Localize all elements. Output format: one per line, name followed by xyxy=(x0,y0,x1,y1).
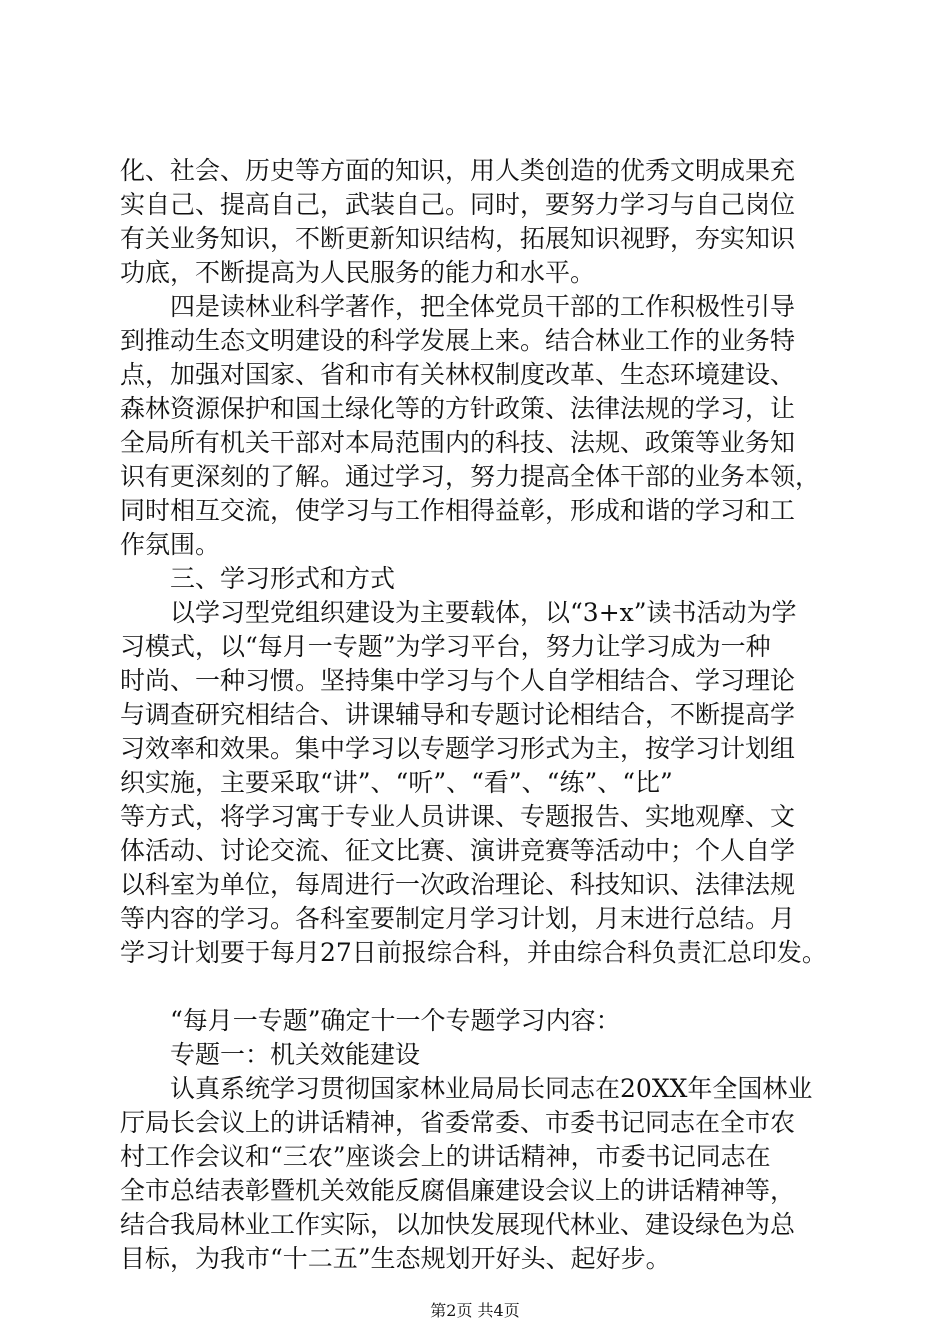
paragraph-line: 厅局长会议上的讲话精神，省委常委、市委书记同志在全市农 xyxy=(120,1108,796,1137)
paragraph-line: 森林资源保护和国土绿化等的方针政策、法律法规的学习，让 xyxy=(120,394,796,423)
section-heading: 三、学习形式和方式 xyxy=(170,564,396,593)
paragraph-line: 目标，为我市“十二五”生态规划开好头、起好步。 xyxy=(120,1244,671,1273)
paragraph-line: 实自己、提高自己，武装自己。同时，要努力学习与自己岗位 xyxy=(120,190,796,219)
paragraph-line: 体活动、讨论交流、征文比赛、演讲竞赛等活动中；个人自学 xyxy=(120,836,796,865)
paragraph-line: 结合我局林业工作实际，以加快发展现代林业、建设绿色为总 xyxy=(120,1210,796,1239)
paragraph-line: 习模式，以“每月一专题”为学习平台，努力让学习成为一种 xyxy=(120,632,771,661)
paragraph-line: 与调查研究相结合、讲课辅导和专题讨论相结合，不断提高学 xyxy=(120,700,796,729)
paragraph-line: 有关业务知识，不断更新知识结构，拓展知识视野，夯实知识 xyxy=(120,224,796,253)
paragraph-line: 点，加强对国家、省和市有关林权制度改革、生态环境建设、 xyxy=(120,360,796,389)
topic-intro: “每月一专题”确定十一个专题学习内容： xyxy=(170,1006,621,1035)
paragraph-line: 四是读林业科学著作，把全体党员干部的工作积极性引导 xyxy=(170,292,796,321)
paragraph-line: 认真系统学习贯彻国家林业局局长同志在20XX年全国林业 xyxy=(170,1074,813,1103)
paragraph-line: 同时相互交流，使学习与工作相得益彰，形成和谐的学习和工 xyxy=(120,496,796,525)
paragraph-line: 织实施，主要采取“讲”、“听”、“看”、“练”、“比” xyxy=(120,768,673,797)
paragraph-line: 学习计划要于每月27日前报综合科，并由综合科负责汇总印发。 xyxy=(120,938,827,967)
paragraph-line: 功底，不断提高为人民服务的能力和水平。 xyxy=(120,258,596,287)
paragraph-line: 化、社会、历史等方面的知识，用人类创造的优秀文明成果充 xyxy=(120,156,796,185)
paragraph-line: 以科室为单位，每周进行一次政治理论、科技知识、法律法规 xyxy=(120,870,796,899)
paragraph-line: 到推动生态文明建设的科学发展上来。结合林业工作的业务特 xyxy=(120,326,796,355)
paragraph-line: 全局所有机关干部对本局范围内的科技、法规、政策等业务知 xyxy=(120,428,796,457)
paragraph-line: 习效率和效果。集中学习以专题学习形式为主，按学习计划组 xyxy=(120,734,796,763)
paragraph-line: 识有更深刻的了解。通过学习，努力提高全体干部的业务本领， xyxy=(120,462,821,491)
topic-heading: 专题一：机关效能建设 xyxy=(170,1040,421,1069)
paragraph-line: 等内容的学习。各科室要制定月学习计划，月末进行总结。月 xyxy=(120,904,796,933)
page-number-footer: 第2页 共4页 xyxy=(430,1301,520,1320)
paragraph-line: 以学习型党组织建设为主要载体，以“3+x”读书活动为学 xyxy=(170,598,797,627)
paragraph-line: 作氛围。 xyxy=(120,530,221,559)
paragraph-line: 村工作会议和“三农”座谈会上的讲话精神，市委书记同志在 xyxy=(120,1142,771,1171)
paragraph-line: 等方式，将学习寓于专业人员讲课、专题报告、实地观摩、文 xyxy=(120,802,796,831)
paragraph-line: 全市总结表彰暨机关效能反腐倡廉建设会议上的讲话精神等， xyxy=(120,1176,796,1205)
paragraph-line: 时尚、一种习惯。坚持集中学习与个人自学相结合、学习理论 xyxy=(120,666,796,695)
